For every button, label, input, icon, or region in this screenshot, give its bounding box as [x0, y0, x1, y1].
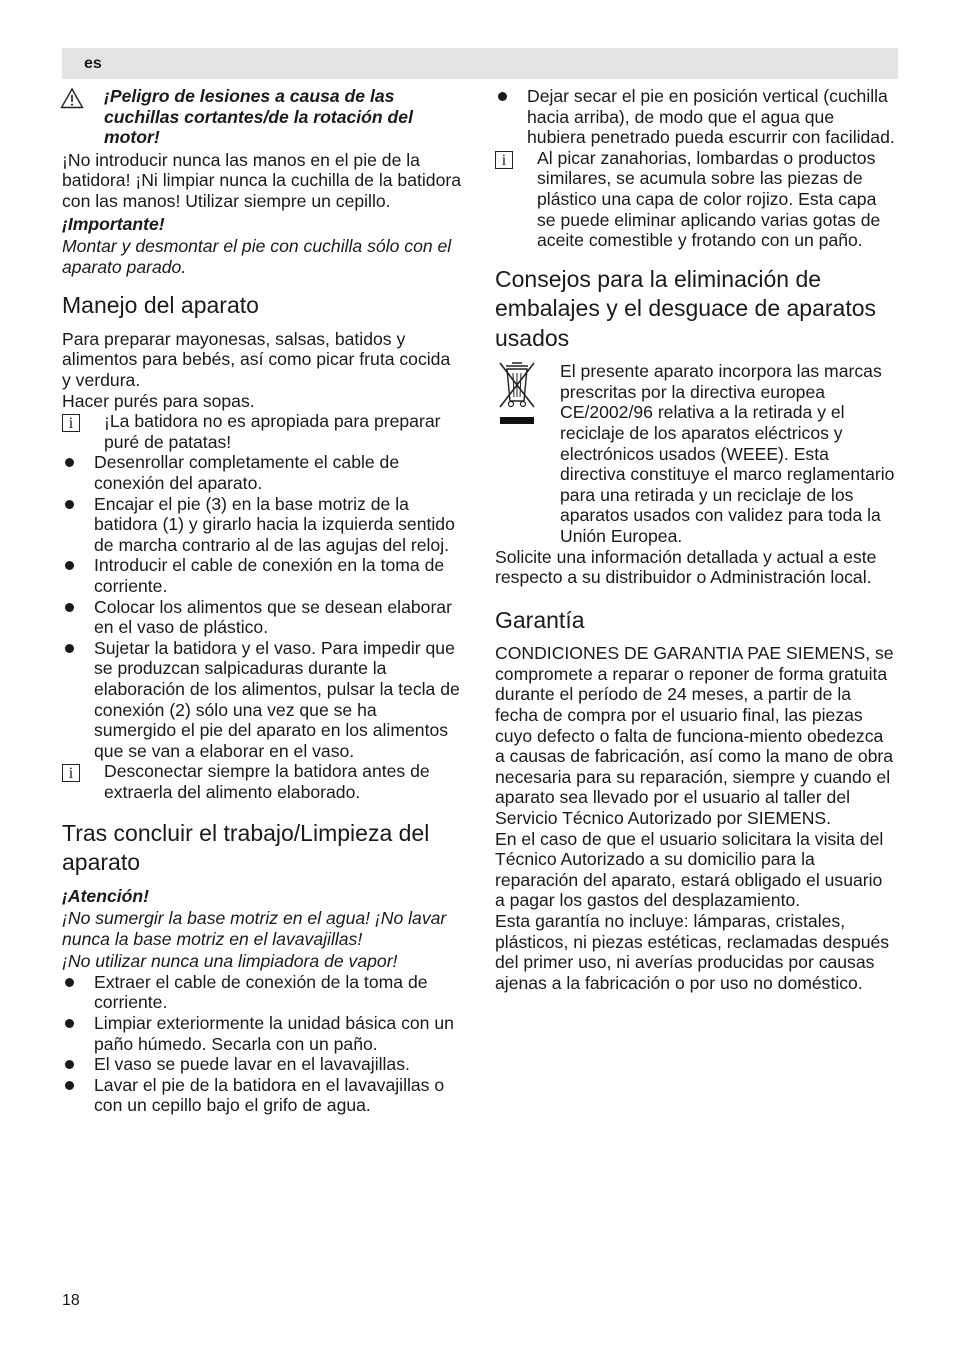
crossed-out-bin-icon [495, 361, 539, 429]
bullet-icon [65, 603, 74, 612]
info-note-text: Al picar zanahorias, lombardas o productos similares, se acumula sobre las piezas de plástico una capa de color rojizo. Esta capa se puede eliminar aplicando varias gotas de aceite comestible y frotando con un paño. [537, 147, 881, 251]
list-item [62, 972, 462, 1013]
list-item-text: Desenrollar completamente el cable de conexión del aparato. [94, 452, 400, 493]
warning-block [62, 86, 462, 148]
list-item [62, 1075, 462, 1116]
list-item [62, 452, 462, 493]
list-item-text: Sujetar la batidora y el vaso. Para impedir que se produzcan salpicaduras durante la elaboración de los alimentos, pulsar la tecla de conexión (2) sólo una vez que se ha sumergido el pie del aparato en los alimentos que se van a elaborar en el vaso. [94, 637, 460, 761]
section-title-manejo: Manejo del aparato [62, 292, 259, 319]
warning-text: ¡No introducir nunca las manos en el pie de la batidora! ¡Ni limpiar nunca la cuchilla de la batidora con las manos! Utilizar siempre un cepillo. [62, 149, 462, 211]
list-item-text: Dejar secar el pie en posición vertical (cuchilla hacia arriba), de modo que el agua que hubiera penetrado pueda escurrir con facilidad. [527, 86, 895, 148]
language-header-bar [62, 48, 898, 79]
list-item [62, 638, 462, 762]
important-text: Montar y desmontar el pie con cuchilla sólo con el aparato parado. [62, 236, 452, 277]
info-note-text: Desconectar siempre la batidora antes de extraerla del alimento elaborado. [104, 761, 430, 802]
warning-title: ¡Peligro de lesiones a causa de las cuchillas cortantes/de la rotación del motor! [104, 86, 413, 148]
bullet-icon [65, 1019, 74, 1028]
bullet-icon [65, 1081, 74, 1090]
page-number: 18 [62, 1292, 80, 1309]
warranty-paragraph: CONDICIONES DE GARANTIA PAE SIEMENS, se compromete a reparar o reponer de forma gratuita durante el período de 24 meses, a partir de la fecha de compra por el usuario final, las piezas cuyo defecto o falta de funciona-miento obedezca a causas de fabricación, así como la mano de obra necesaria para su reparación, siempre y cuando el aparato sea llevado por el usuario al taller del Servicio Técnico Autorizado por SIEMENS. [495, 643, 894, 829]
manejo-intro: Para preparar mayonesas, salsas, batidos y alimentos para bebés, así como picar fruta cocida y verdura. [62, 328, 451, 391]
weee-text: El presente aparato incorpora las marcas prescritas por la directiva europea CE/2002/96 relativa a la retirada y el reciclaje de los aparatos eléctricos y electrónicos usados (WEEE). Esta directiva constituye el marco reglamentario para una retirada y un reciclaje de los aparatos usados con validez para toda la Unión Europea. [560, 361, 895, 546]
list-item [62, 1013, 462, 1054]
warning-triangle-icon [60, 87, 84, 109]
info-note [62, 761, 462, 802]
bullet-icon [65, 644, 74, 653]
list-item [62, 597, 462, 638]
attention-text-2: ¡No utilizar nunca una limpiadora de vapor! [62, 951, 398, 972]
section-title-eliminacion: Consejos para la eliminación de embalajes y el desguace de aparatos usados [495, 265, 877, 351]
list-item-text: Extraer el cable de conexión de la toma de corriente. [94, 971, 428, 1013]
bullet-icon [65, 458, 74, 467]
info-icon: i [62, 414, 80, 432]
info-note [62, 411, 462, 452]
warranty-paragraph: Esta garantía no incluye: lámparas, cristales, plásticos, ni piezas estéticas, reclamadas después del primer uso, ni averías producidas por causas ajenas a la fabricación o por uso no doméstico. [495, 911, 890, 993]
attention-label: ¡Atención! [62, 885, 149, 906]
bullet-icon [65, 978, 74, 987]
info-note-text: ¡La batidora no es apropiada para preparar puré de patatas! [104, 411, 441, 452]
list-item-text: Lavar el pie de la batidora en el lavavajillas o con un cepillo bajo el grifo de agua. [94, 1074, 445, 1116]
important-label: ¡Importante! [62, 213, 165, 234]
info-icon: i [495, 151, 513, 169]
list-item-text: Encajar el pie (3) en la base motriz de la batidora (1) y girarlo hacia la izquierda sentido de marcha contrario al de las agujas del reloj. [94, 493, 455, 555]
list-item [62, 1054, 462, 1075]
list-item [62, 555, 462, 596]
info-icon: i [62, 764, 80, 782]
manejo-intro-2: Hacer purés para sopas. [62, 390, 255, 411]
right-column [495, 86, 895, 993]
bullet-icon [498, 92, 507, 101]
list-item [62, 494, 462, 556]
warranty-paragraph: En el caso de que el usuario solicitara la visita del Técnico Autorizado a su domicilio para la reparación del aparato, estará obligado el usuario a pagar los gastos del desplazamiento. [495, 828, 884, 911]
list-item [495, 86, 895, 148]
info-note [495, 148, 895, 251]
list-item-text: Limpiar exteriormente la unidad básica con un paño húmedo. Secarla con un paño. [94, 1013, 454, 1054]
contact-text: Solicite una información detallada y actual a este respecto a su distribuidor o Administración local. [495, 546, 877, 588]
bullet-icon [65, 1060, 74, 1069]
section-title-garantia: Garantía [495, 606, 585, 633]
list-item-text: Colocar los alimentos que se desean elaborar en el vaso de plástico. [94, 596, 452, 638]
list-item-text: Introducir el cable de conexión en la toma de corriente. [94, 555, 445, 596]
weee-block [495, 361, 895, 546]
bullet-icon [65, 561, 74, 570]
list-item-text: El vaso se puede lavar en el lavavajillas. [94, 1054, 410, 1075]
section-title-limpieza: Tras concluir el trabajo/Limpieza del aparato [62, 819, 430, 875]
language-code: es [84, 55, 102, 72]
attention-text: ¡No sumergir la base motriz en el agua! ¡No lavar nunca la base motriz en el lavavajillas! [62, 908, 447, 949]
bullet-icon [65, 500, 74, 509]
left-column [62, 86, 462, 1116]
